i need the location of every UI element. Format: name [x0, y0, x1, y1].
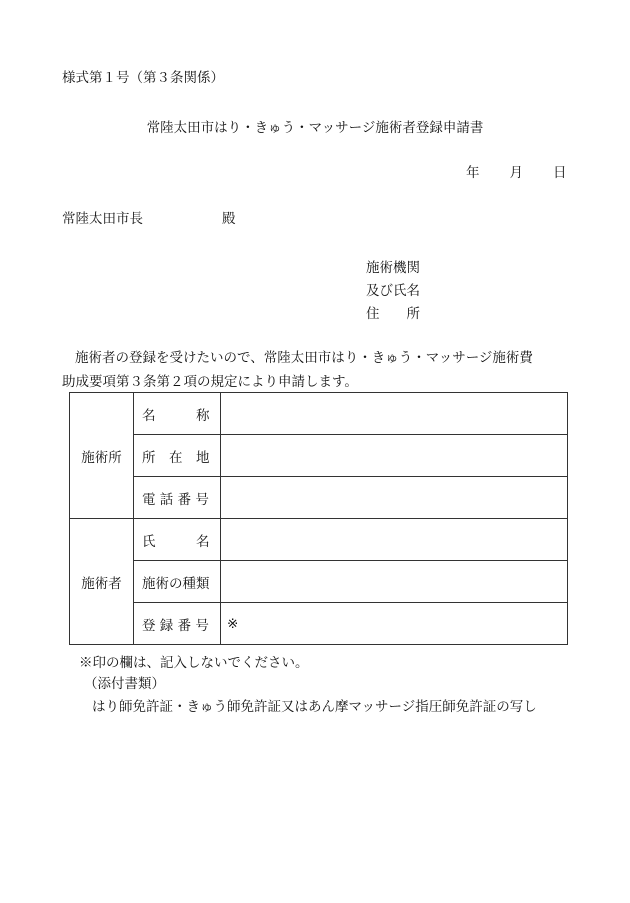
registration-number-label: 登 録 番 号: [134, 603, 221, 645]
table-row: [70, 393, 568, 435]
form-number: 様式第１号（第３条関係）: [62, 70, 224, 86]
date-year-label: 年: [466, 165, 480, 181]
facility-location-label: 所 在 地: [134, 435, 221, 477]
document-title: 常陸太田市はり・きゅう・マッサージ施術者登録申請書: [146, 120, 484, 136]
table-row: [70, 519, 568, 561]
practitioner-name-label: 氏 名: [134, 519, 221, 561]
application-statement: [62, 346, 582, 394]
addressee-name: 常陸太田市長: [62, 211, 143, 227]
table-row: [70, 561, 568, 603]
applicant-address-label: 住 所: [366, 306, 420, 322]
facility-group-label: 施術所: [70, 393, 134, 519]
practitioner-type-label: 施術の種類: [134, 561, 221, 603]
addressee-honorific: 殿: [222, 211, 236, 227]
registration-number-field: ※: [221, 603, 568, 645]
office-use-note: ※印の欄は、記入しないでください。: [79, 655, 309, 671]
registration-table: [69, 392, 568, 645]
attachments-heading: （添付書類）: [84, 676, 165, 692]
attachment-item: はり師免許証・きゅう師免許証又はあん摩マッサージ指圧師免許証の写し: [92, 699, 537, 715]
table-row: [70, 435, 568, 477]
applicant-org-label: 施術機関: [366, 260, 420, 276]
date-month-label: 月: [509, 165, 523, 181]
table-row: [70, 603, 568, 645]
table-row: [70, 477, 568, 519]
facility-phone-label: 電 話 番 号: [134, 477, 221, 519]
applicant-name-label: 及び氏名: [366, 283, 420, 299]
facility-location-field[interactable]: [221, 435, 568, 477]
statement-line-1: 施術者の登録を受けたいので、常陸太田市はり・きゅう・マッサージ施術費: [75, 350, 533, 366]
statement-line-2: 助成要項第３条第２項の規定により申請します。: [62, 374, 358, 390]
practitioner-name-field[interactable]: [221, 519, 568, 561]
facility-phone-field[interactable]: [221, 477, 568, 519]
date-line: [466, 161, 567, 181]
date-day-label: 日: [553, 165, 567, 181]
facility-name-field[interactable]: [221, 393, 568, 435]
practitioner-group-label: 施術者: [70, 519, 134, 645]
practitioner-type-field[interactable]: [221, 561, 568, 603]
facility-name-label: 名 称: [134, 393, 221, 435]
